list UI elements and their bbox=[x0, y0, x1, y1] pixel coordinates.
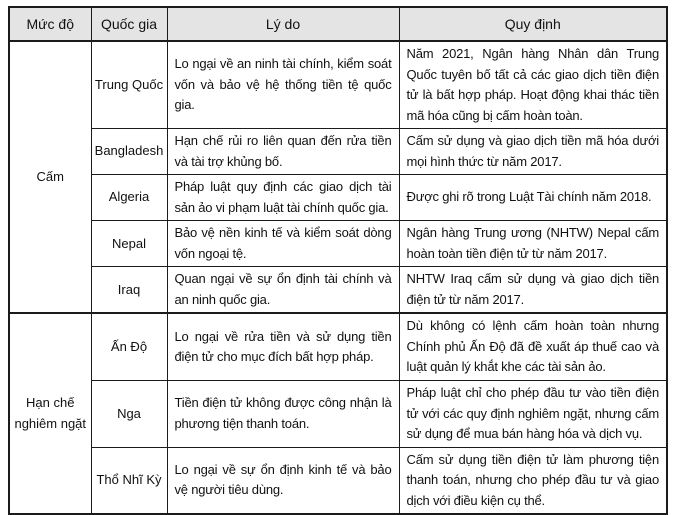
table-row bbox=[9, 41, 667, 129]
regulation-cell: Cấm sử dụng tiền điện tử làm phương tiện thanh toán, nhưng cho phép đầu tư và giao dịch với điều kiện cụ thể. bbox=[399, 447, 667, 514]
reason-cell: Bảo vệ nền kinh tế và kiểm soát dòng vốn ngoại tệ. bbox=[167, 221, 399, 267]
regulation-cell: NHTW Iraq cấm sử dụng và giao dịch tiền điện tử từ năm 2017. bbox=[399, 267, 667, 314]
table-row bbox=[9, 175, 667, 221]
regulation-cell: Cấm sử dụng và giao dịch tiền mã hóa dưới mọi hình thức từ năm 2017. bbox=[399, 129, 667, 175]
country-cell: Ấn Độ bbox=[91, 313, 167, 380]
col-header-regulation: Quy định bbox=[399, 7, 667, 41]
crypto-regulation-table bbox=[8, 6, 668, 515]
country-cell: Iraq bbox=[91, 267, 167, 314]
country-cell: Bangladesh bbox=[91, 129, 167, 175]
regulation-cell: Dù không có lệnh cấm hoàn toàn nhưng Chính phủ Ấn Độ đã đề xuất áp thuế cao và luật quản lý khắt khe các tài sản ảo. bbox=[399, 313, 667, 380]
country-cell: Nga bbox=[91, 380, 167, 447]
country-cell: Algeria bbox=[91, 175, 167, 221]
group-cell-strict-restriction: Hạn chế nghiêm ngặt bbox=[9, 313, 91, 514]
table-row bbox=[9, 129, 667, 175]
country-cell: Trung Quốc bbox=[91, 41, 167, 129]
reason-cell: Tiền điện tử không được công nhận là phương tiện thanh toán. bbox=[167, 380, 399, 447]
group-cell-ban: Cấm bbox=[9, 41, 91, 313]
col-header-reason: Lý do bbox=[167, 7, 399, 41]
table-row bbox=[9, 267, 667, 314]
reason-cell: Lo ngại về rửa tiền và sử dụng tiền điện tử cho mục đích bất hợp pháp. bbox=[167, 313, 399, 380]
country-cell: Nepal bbox=[91, 221, 167, 267]
col-header-country: Quốc gia bbox=[91, 7, 167, 41]
reason-cell: Quan ngại về sự ổn định tài chính và an ninh quốc gia. bbox=[167, 267, 399, 314]
table-header-row bbox=[9, 7, 667, 41]
table-row bbox=[9, 380, 667, 447]
reason-cell: Pháp luật quy định các giao dịch tài sản ảo vi phạm luật tài chính quốc gia. bbox=[167, 175, 399, 221]
regulation-table-container bbox=[8, 6, 668, 515]
reason-cell: Lo ngại về an ninh tài chính, kiểm soát vốn và bảo vệ hệ thống tiền tệ quốc gia. bbox=[167, 41, 399, 129]
regulation-cell: Ngân hàng Trung ương (NHTW) Nepal cấm hoàn toàn tiền điện tử từ năm 2017. bbox=[399, 221, 667, 267]
regulation-cell: Năm 2021, Ngân hàng Nhân dân Trung Quốc tuyên bố tất cả các giao dịch tiền điện tử là bất hợp pháp. Hoạt động khai thác tiền mã hóa cũng bị cấm hoàn toàn. bbox=[399, 41, 667, 129]
country-cell: Thổ Nhĩ Kỳ bbox=[91, 447, 167, 514]
table-row bbox=[9, 221, 667, 267]
table-row bbox=[9, 313, 667, 380]
reason-cell: Hạn chế rủi ro liên quan đến rửa tiền và tài trợ khủng bố. bbox=[167, 129, 399, 175]
table-row bbox=[9, 447, 667, 514]
regulation-cell: Được ghi rõ trong Luật Tài chính năm 2018. bbox=[399, 175, 667, 221]
reason-cell: Lo ngại về sự ổn định kinh tế và bảo vệ người tiêu dùng. bbox=[167, 447, 399, 514]
regulation-cell: Pháp luật chỉ cho phép đầu tư vào tiền điện tử với các quy định nghiêm ngặt, nhưng cấm sử dụng để mua bán hàng hóa và dịch vụ. bbox=[399, 380, 667, 447]
col-header-level: Mức độ bbox=[9, 7, 91, 41]
